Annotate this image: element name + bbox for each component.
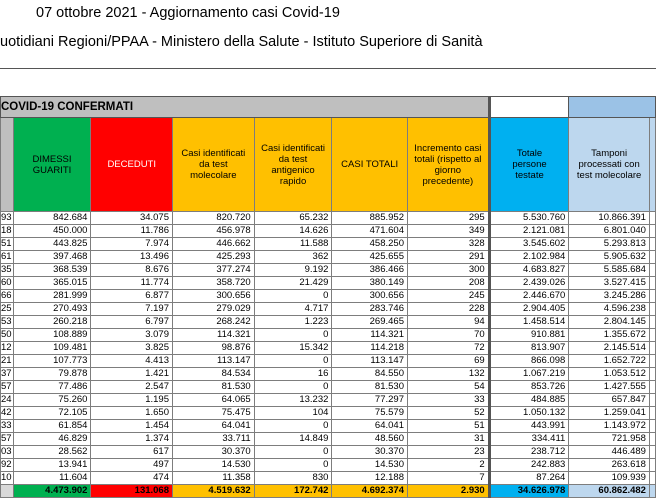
cell-dimessi: 450.000 [13,225,91,238]
cell-molecolare: 377.274 [173,264,255,277]
cell-deceduti: 6.877 [91,290,173,303]
cell-c0: 92 [1,459,12,470]
cell-molecolare: 75.475 [173,407,255,420]
cell-dimessi: 365.015 [13,277,91,290]
cell-deceduti: 1.421 [91,368,173,381]
cell-tamponi: 5.293.813 [569,238,650,251]
cell-dimessi: 368.539 [13,264,91,277]
cell-c0: 42 [1,407,12,418]
column-header-tamponi: Tamponi processati con test molecolare [569,118,650,212]
cell-molecolare: 456.978 [173,225,255,238]
cell-c0: 57 [1,381,12,392]
cell-dimessi: 397.468 [13,251,91,264]
cell-next-cut [649,368,655,381]
cell-persone: 853.726 [489,381,569,394]
table-row [1,329,656,342]
cell-deceduti: 11.774 [91,277,173,290]
column-header-persone: Totale persone testate [489,118,569,212]
cell-persone: 484.885 [489,394,569,407]
cell-next-cut [649,238,655,251]
cell-tamponi: 657.847 [569,394,650,407]
table-row [1,342,656,355]
cell-antigenico: 0 [254,459,332,472]
cell-c0: 21 [1,355,12,366]
cell-totali: 4.692.374 [332,485,408,498]
cell-antigenico: 0 [254,381,332,394]
table-row [1,290,656,303]
cell-incremento: 31 [407,433,489,446]
cell-incremento: 51 [407,420,489,433]
column-header-incremento: Incremento casi totali (rispetto al giorno precedente) [407,118,489,212]
cell-molecolare: 30.370 [173,446,255,459]
cell-next-cut [649,420,655,433]
cell-dimessi: 11.604 [13,472,91,485]
cell-persone: 443.991 [489,420,569,433]
table-row [1,394,656,407]
cell-molecolare: 268.242 [173,316,255,329]
column-header-antigenico: Casi identificati da test antigenico rapido [254,118,332,212]
cell-deceduti: 34.075 [91,212,173,225]
table-row [1,407,656,420]
cell-persone: 242.883 [489,459,569,472]
cell-deceduti: 3.825 [91,342,173,355]
cell-c0: 51 [1,238,12,249]
cell-persone: 87.264 [489,472,569,485]
cell-tamponi: 10.866.391 [569,212,650,225]
table-row [1,251,656,264]
cell-deceduti: 474 [91,472,173,485]
column-header-deceduti: DECEDUTI [91,118,173,212]
cell-incremento: 23 [407,446,489,459]
table-row [1,368,656,381]
cell-incremento: 291 [407,251,489,264]
cell-deceduti: 131.068 [91,485,173,498]
cell-next-cut [649,212,655,225]
cell-dimessi: 109.481 [13,342,91,355]
cell-antigenico: 21.429 [254,277,332,290]
cell-tamponi: 5.905.632 [569,251,650,264]
cell-c0: 61 [1,251,12,262]
cell-c0: 93 [1,212,12,223]
cell-totali: 48.560 [332,433,408,446]
cell-totali: 30.370 [332,446,408,459]
cell-antigenico: 4.717 [254,303,332,316]
table-row [1,264,656,277]
cell-tamponi: 1.652.722 [569,355,650,368]
table-row [1,433,656,446]
cell-tamponi: 5.585.684 [569,264,650,277]
cell-tamponi: 4.596.238 [569,303,650,316]
cell-molecolare: 84.534 [173,368,255,381]
cell-deceduti: 7.197 [91,303,173,316]
header-separator [0,68,656,69]
cell-tamponi: 3.245.286 [569,290,650,303]
cell-persone: 813.907 [489,342,569,355]
cell-tamponi: 1.143.972 [569,420,650,433]
cell-deceduti: 11.786 [91,225,173,238]
cell-next-cut [649,329,655,342]
cell-incremento: 72 [407,342,489,355]
cell-deceduti: 4.413 [91,355,173,368]
cell-c0: 24 [1,394,12,405]
cell-next-cut [649,264,655,277]
cell-antigenico: 9.192 [254,264,332,277]
cell-totali: 77.297 [332,394,408,407]
cell-totali: 114.321 [332,329,408,342]
cell-incremento: 7 [407,472,489,485]
cell-persone: 910.881 [489,329,569,342]
cell-incremento: 245 [407,290,489,303]
cell-molecolare: 113.147 [173,355,255,368]
cell-deceduti: 1.454 [91,420,173,433]
cell-incremento: 94 [407,316,489,329]
cell-totali: 380.149 [332,277,408,290]
cell-deceduti: 13.496 [91,251,173,264]
table-body [1,212,656,498]
cell-next-cut [649,316,655,329]
cell-tamponi: 1.427.555 [569,381,650,394]
cell-antigenico: 13.232 [254,394,332,407]
cell-persone: 4.683.827 [489,264,569,277]
cell-dimessi: 281.999 [13,290,91,303]
column-header-dimessi: DIMESSI GUARITI [13,118,91,212]
cell-next-cut [649,277,655,290]
cell-totali: 84.550 [332,368,408,381]
column-header-cut [1,118,14,212]
cell-tamponi: 109.939 [569,472,650,485]
cell-antigenico: 0 [254,355,332,368]
cell-incremento: 295 [407,212,489,225]
cell-antigenico: 11.588 [254,238,332,251]
cell-dimessi: 75.260 [13,394,91,407]
title-spacer [489,97,569,118]
cell-persone: 2.102.984 [489,251,569,264]
cell-dimessi: 28.562 [13,446,91,459]
cell-c0: 66 [1,290,12,301]
cell-tamponi: 1.355.672 [569,329,650,342]
covid-cases-table [0,96,656,498]
table-row [1,355,656,368]
cell-dimessi: 72.105 [13,407,91,420]
cell-dimessi: 13.941 [13,459,91,472]
cell-dimessi: 107.773 [13,355,91,368]
tests-group-title [569,97,656,118]
cell-molecolare: 279.029 [173,303,255,316]
cell-incremento: 228 [407,303,489,316]
report-date-title: 07 ottobre 2021 - Aggiornamento casi Covid-19 [36,5,340,21]
cell-antigenico: 0 [254,290,332,303]
cell-antigenico: 65.232 [254,212,332,225]
cell-totali: 471.604 [332,225,408,238]
cell-persone: 3.545.602 [489,238,569,251]
cell-persone: 5.530.760 [489,212,569,225]
table-header-row [1,118,656,212]
cell-incremento: 54 [407,381,489,394]
cell-totali: 885.952 [332,212,408,225]
cell-antigenico: 104 [254,407,332,420]
cell-persone: 2.446.670 [489,290,569,303]
cell-next-cut [649,303,655,316]
cell-incremento: 208 [407,277,489,290]
cell-molecolare: 300.656 [173,290,255,303]
cell-deceduti: 6.797 [91,316,173,329]
cell-persone: 1.050.132 [489,407,569,420]
cell-incremento: 349 [407,225,489,238]
cell-persone: 34.626.978 [489,485,569,498]
table-row [1,420,656,433]
cell-c0 [1,485,14,498]
cell-persone: 2.121.081 [489,225,569,238]
table-title-row [1,97,656,118]
cell-tamponi: 6.801.040 [569,225,650,238]
table-row [1,459,656,472]
cell-antigenico: 14.626 [254,225,332,238]
cell-tamponi: 1.259.041 [569,407,650,420]
cell-totali: 64.041 [332,420,408,433]
cell-antigenico: 0 [254,420,332,433]
cell-c0: 50 [1,329,12,340]
cell-c0: 18 [1,225,12,236]
column-header-totali: CASI TOTALI [332,118,408,212]
cell-incremento: 70 [407,329,489,342]
cell-next-cut [649,381,655,394]
column-header-molecolare: Casi identificati da test molecolare [173,118,255,212]
cell-dimessi: 108.889 [13,329,91,342]
cell-antigenico: 362 [254,251,332,264]
cell-antigenico: 0 [254,329,332,342]
cell-antigenico: 16 [254,368,332,381]
column-header-next-cut [649,118,655,212]
cell-deceduti: 7.974 [91,238,173,251]
cell-antigenico: 172.742 [254,485,332,498]
table-total-row [1,485,656,498]
cell-next-cut [649,355,655,368]
cell-deceduti: 1.374 [91,433,173,446]
table-row [1,303,656,316]
cell-dimessi: 270.493 [13,303,91,316]
table-row [1,381,656,394]
cell-molecolare: 64.065 [173,394,255,407]
cell-deceduti: 3.079 [91,329,173,342]
cell-molecolare: 446.662 [173,238,255,251]
cell-c0: 12 [1,342,12,353]
cell-dimessi: 46.829 [13,433,91,446]
cell-incremento: 52 [407,407,489,420]
cell-incremento: 2 [407,459,489,472]
cell-totali: 113.147 [332,355,408,368]
cell-c0: 53 [1,316,12,327]
cell-totali: 114.218 [332,342,408,355]
cell-next-cut [649,290,655,303]
cell-totali: 283.746 [332,303,408,316]
cell-molecolare: 11.358 [173,472,255,485]
cell-persone: 1.067.219 [489,368,569,381]
cell-c0: 25 [1,303,12,314]
cell-molecolare: 98.876 [173,342,255,355]
cell-tamponi: 2.804.145 [569,316,650,329]
cell-dimessi: 79.878 [13,368,91,381]
report-source-subtitle: uotidiani Regioni/PPAA - Ministero della Salute - Istituto Superiore di Sanità [0,34,483,50]
cell-next-cut [649,433,655,446]
cell-incremento: 132 [407,368,489,381]
cell-incremento: 300 [407,264,489,277]
cell-molecolare: 33.711 [173,433,255,446]
table-row [1,277,656,290]
cell-next-cut [649,394,655,407]
cell-deceduti: 617 [91,446,173,459]
cell-next-cut [649,446,655,459]
cell-molecolare: 64.041 [173,420,255,433]
table-row [1,225,656,238]
cell-next-cut [649,342,655,355]
cell-totali: 12.188 [332,472,408,485]
cell-tamponi: 3.527.415 [569,277,650,290]
cell-persone: 2.439.026 [489,277,569,290]
cell-deceduti: 497 [91,459,173,472]
cell-next-cut [649,472,655,485]
cell-antigenico: 0 [254,446,332,459]
cell-next-cut [649,251,655,264]
cell-dimessi: 77.486 [13,381,91,394]
cell-c0: 37 [1,368,12,379]
cell-persone: 866.098 [489,355,569,368]
cell-incremento: 2.930 [407,485,489,498]
cell-dimessi: 61.854 [13,420,91,433]
cell-antigenico: 14.849 [254,433,332,446]
cell-next-cut [649,485,655,498]
cell-next-cut [649,459,655,472]
cell-persone: 1.458.514 [489,316,569,329]
cell-dimessi: 443.825 [13,238,91,251]
cell-totali: 300.656 [332,290,408,303]
cell-tamponi: 60.862.482 [569,485,650,498]
cell-tamponi: 2.145.514 [569,342,650,355]
cell-molecolare: 425.293 [173,251,255,264]
table-row [1,472,656,485]
cell-totali: 75.579 [332,407,408,420]
cell-antigenico: 15.342 [254,342,332,355]
cell-tamponi: 721.958 [569,433,650,446]
cell-tamponi: 263.618 [569,459,650,472]
table-row [1,212,656,225]
cell-molecolare: 81.530 [173,381,255,394]
cell-next-cut [649,407,655,420]
cell-deceduti: 1.195 [91,394,173,407]
cell-deceduti: 2.547 [91,381,173,394]
group-title: COVID-19 CONFERMATI [1,97,490,118]
cell-dimessi: 4.473.902 [13,485,91,498]
cell-deceduti: 1.650 [91,407,173,420]
cell-c0: 60 [1,277,12,288]
cell-incremento: 69 [407,355,489,368]
cell-totali: 458.250 [332,238,408,251]
cell-totali: 386.466 [332,264,408,277]
cell-molecolare: 14.530 [173,459,255,472]
cell-totali: 81.530 [332,381,408,394]
table-row [1,446,656,459]
cell-persone: 334.411 [489,433,569,446]
cell-c0: 33 [1,420,12,431]
cell-persone: 238.712 [489,446,569,459]
cell-dimessi: 260.218 [13,316,91,329]
cell-molecolare: 358.720 [173,277,255,290]
cell-c0: 10 [1,472,12,483]
table-row [1,316,656,329]
cell-c0: 35 [1,264,12,275]
cell-tamponi: 446.489 [569,446,650,459]
cell-tamponi: 1.053.512 [569,368,650,381]
cell-molecolare: 820.720 [173,212,255,225]
cell-persone: 2.904.405 [489,303,569,316]
cell-totali: 269.465 [332,316,408,329]
cell-dimessi: 842.684 [13,212,91,225]
cell-incremento: 33 [407,394,489,407]
cell-molecolare: 114.321 [173,329,255,342]
cell-totali: 425.655 [332,251,408,264]
cell-deceduti: 8.676 [91,264,173,277]
cell-molecolare: 4.519.632 [173,485,255,498]
cell-next-cut [649,225,655,238]
cell-c0: 57 [1,433,12,444]
table-row [1,238,656,251]
cell-antigenico: 1.223 [254,316,332,329]
cell-totali: 14.530 [332,459,408,472]
cell-incremento: 328 [407,238,489,251]
cell-antigenico: 830 [254,472,332,485]
cell-c0: 03 [1,446,12,457]
